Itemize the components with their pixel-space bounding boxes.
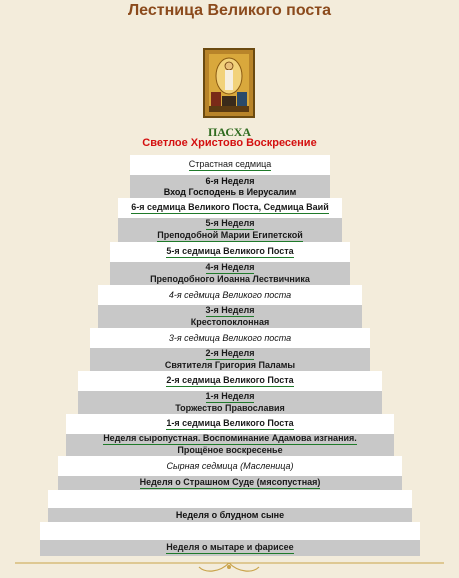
ladder-step-label: Неделя о Страшном Суде (мясопустная): [139, 477, 321, 487]
ladder-step-5[interactable]: [110, 242, 350, 262]
ladder-step-label: Святителя Григория Паламы: [164, 359, 296, 370]
ladder-step-label: 5-я Неделя: [205, 218, 255, 228]
ladder-step-label: Вход Господень в Иерусалим: [163, 186, 297, 197]
ladder-step-17: [48, 490, 412, 508]
ladder-step-15: [58, 456, 402, 476]
ornament-divider-icon: [15, 559, 444, 578]
ladder-step-label: Преподобной Марии Египетской: [157, 230, 303, 240]
page-title: Лестница Великого поста: [127, 2, 332, 19]
ladder-step-13[interactable]: [66, 414, 394, 434]
ladder-step-label: Торжество Православия: [175, 402, 285, 413]
ladder-step-18: [48, 508, 412, 522]
ladder-step-1[interactable]: [130, 155, 330, 175]
ladder-step-8[interactable]: [98, 305, 362, 328]
ladder-step-2: [130, 175, 330, 198]
ladder-step-6[interactable]: [110, 262, 350, 285]
ladder-step-label: Неделя о блудном сыне: [175, 509, 285, 520]
ladder-step-14[interactable]: [66, 434, 394, 456]
ladder-step-19: [40, 522, 420, 540]
ladder-step-label: 1-я Неделя: [205, 390, 255, 401]
ladder-step-label: 2-я седмица Великого Поста: [166, 375, 294, 385]
pascha-subtitle: Светлое Христово Воскресение: [142, 137, 317, 149]
ladder-step-20[interactable]: [40, 540, 420, 556]
ladder-step-11[interactable]: [78, 371, 382, 391]
ladder-step-12[interactable]: [78, 391, 382, 414]
ladder-step-7: [98, 285, 362, 305]
ladder-step-label: 3-я Неделя: [205, 304, 255, 315]
ladder-step-label: 2-я Неделя: [205, 347, 255, 358]
ladder-step-label: Страстная седмица: [188, 159, 272, 169]
ladder-step-label: 1-я седмица Великого Поста: [166, 418, 294, 428]
ladder-step-label: 6-я седмица Великого Поста, Седмица Ваий: [131, 202, 329, 212]
ladder-step-label: 4-я седмица Великого поста: [168, 289, 292, 300]
ladder-step-label: Сырная седмица (Масленица): [166, 460, 294, 471]
ladder-step-4[interactable]: [118, 218, 342, 242]
ladder-step-label: 3-я седмица Великого поста: [168, 332, 292, 343]
ladder-step-16[interactable]: [58, 476, 402, 490]
ladder-step-label: Преподобного Иоанна Лествичника: [150, 273, 310, 284]
ladder-step-9: [90, 328, 370, 348]
ladder-step-10[interactable]: [90, 348, 370, 371]
pascha-heading: ПАСХА: [207, 125, 252, 139]
ladder-step-3[interactable]: [118, 198, 342, 218]
resurrection-icon[interactable]: [203, 48, 255, 118]
ladder-step-label: 6-я Неделя: [205, 175, 255, 186]
ladder-step-label: Прощёное воскресенье: [177, 445, 283, 455]
ladder-step-label: 4-я Неделя: [205, 261, 255, 272]
ladder-step-label: Неделя о мытаре и фарисее: [166, 542, 294, 552]
ladder-step-label: 5-я седмица Великого Поста: [166, 246, 294, 256]
ladder-step-label: Крестопоклонная: [190, 316, 270, 327]
ladder-step-label: Неделя сыропустная. Воспоминание Адамова изгнания.: [103, 433, 357, 443]
